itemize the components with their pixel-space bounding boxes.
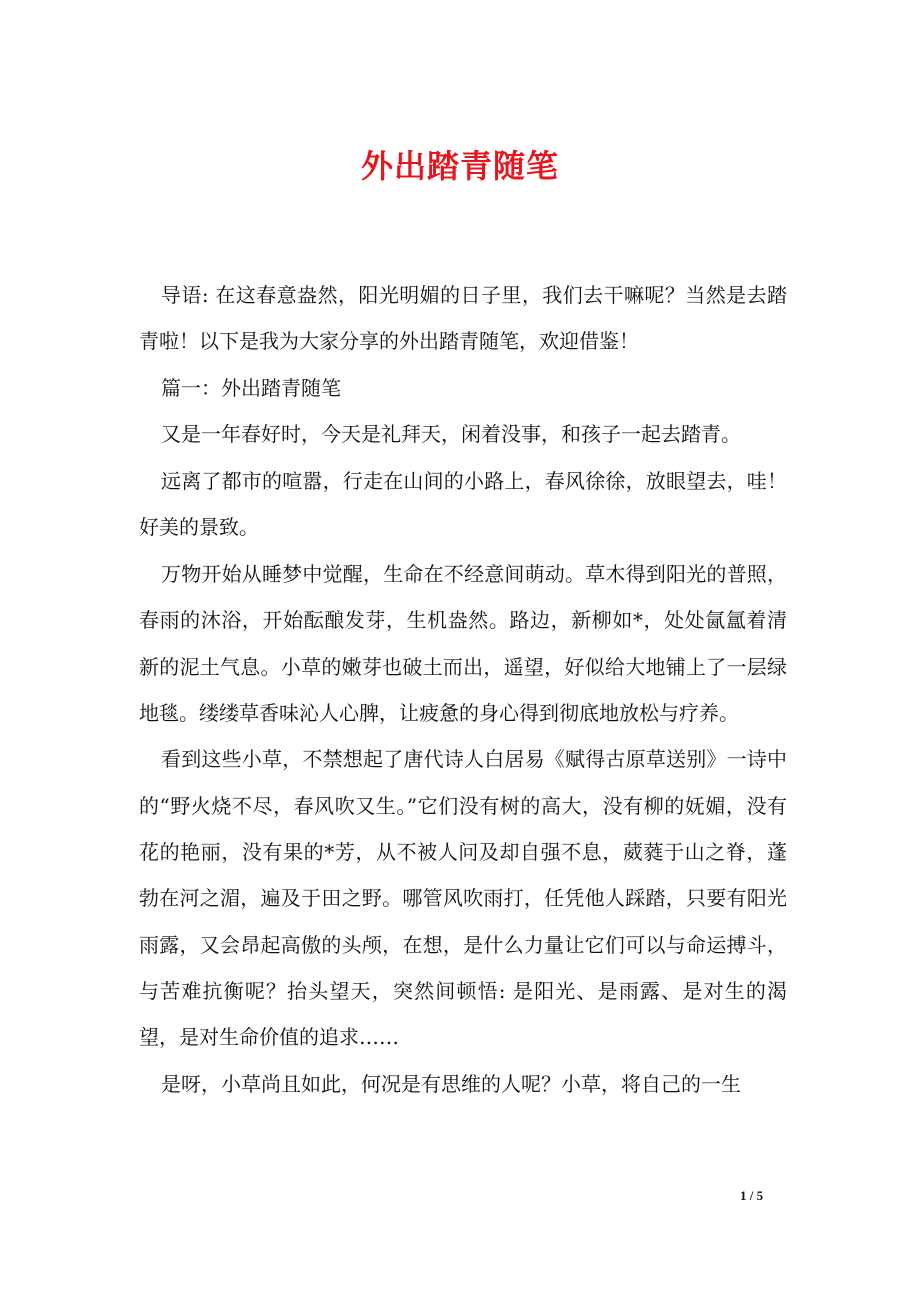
body-paragraph: 又是一年春好时，今天是礼拜天，闲着没事，和孩子一起去踏青。 — [161, 422, 741, 447]
body-paragraph: 万物开始从睡梦中觉醒，生命在不经意间萌动。草木得到阳光的普照，春雨的沐浴，开始酝酿发芽，生机盎然。路边，新柳如*，处处氤氲着清新的泥土气息。小草的嫩芽也破土而出，遥望，好似给大地铺上了一层绿地毯。缕缕草香味沁人心脾，让疲惫的身心得到彻底地放松与疗养。 — [139, 561, 787, 725]
document-title: 外出踏青随笔 — [360, 147, 559, 185]
document-body — [139, 272, 787, 1107]
section-heading: 篇一：外出踏青随笔 — [161, 375, 341, 400]
body-paragraph: 远离了都市的喧嚣，行走在山间的小路上，春风徐徐，放眼望去，哇！好美的景致。 — [139, 469, 787, 540]
body-paragraph: 是呀，小草尚且如此，何况是有思维的人呢？小草，将自己的一生 — [161, 1071, 741, 1096]
page-number: 1 / 5 — [740, 1188, 764, 1203]
intro-paragraph: 导语: 在这春意盎然，阳光明媚的日子里，我们去干嘛呢？当然是去踏青啦！以下是我为大家分享的外出踏青随笔，欢迎借鉴！ — [139, 283, 787, 354]
body-paragraph: 看到这些小草，不禁想起了唐代诗人白居易《赋得古原草送别》一诗中的“野火烧不尽，春风吹又生。”它们没有树的高大，没有柳的妩媚，没有花的艳丽，没有果的*芳，从不被人问及却自强不息，葳蕤于山之脊，蓬勃在河之湄，遍及于田之野。哪管风吹雨打，任凭他人踩踏，只要有阳光雨露，又会昂起高傲的头颅，在想，是什么力量让它们可以与命运搏斗，与苦难抗衡呢？抬头望天，突然间顿悟: 是阳光、是雨露、是对生的渴望，是对生命价值的追求…… — [139, 747, 787, 1050]
